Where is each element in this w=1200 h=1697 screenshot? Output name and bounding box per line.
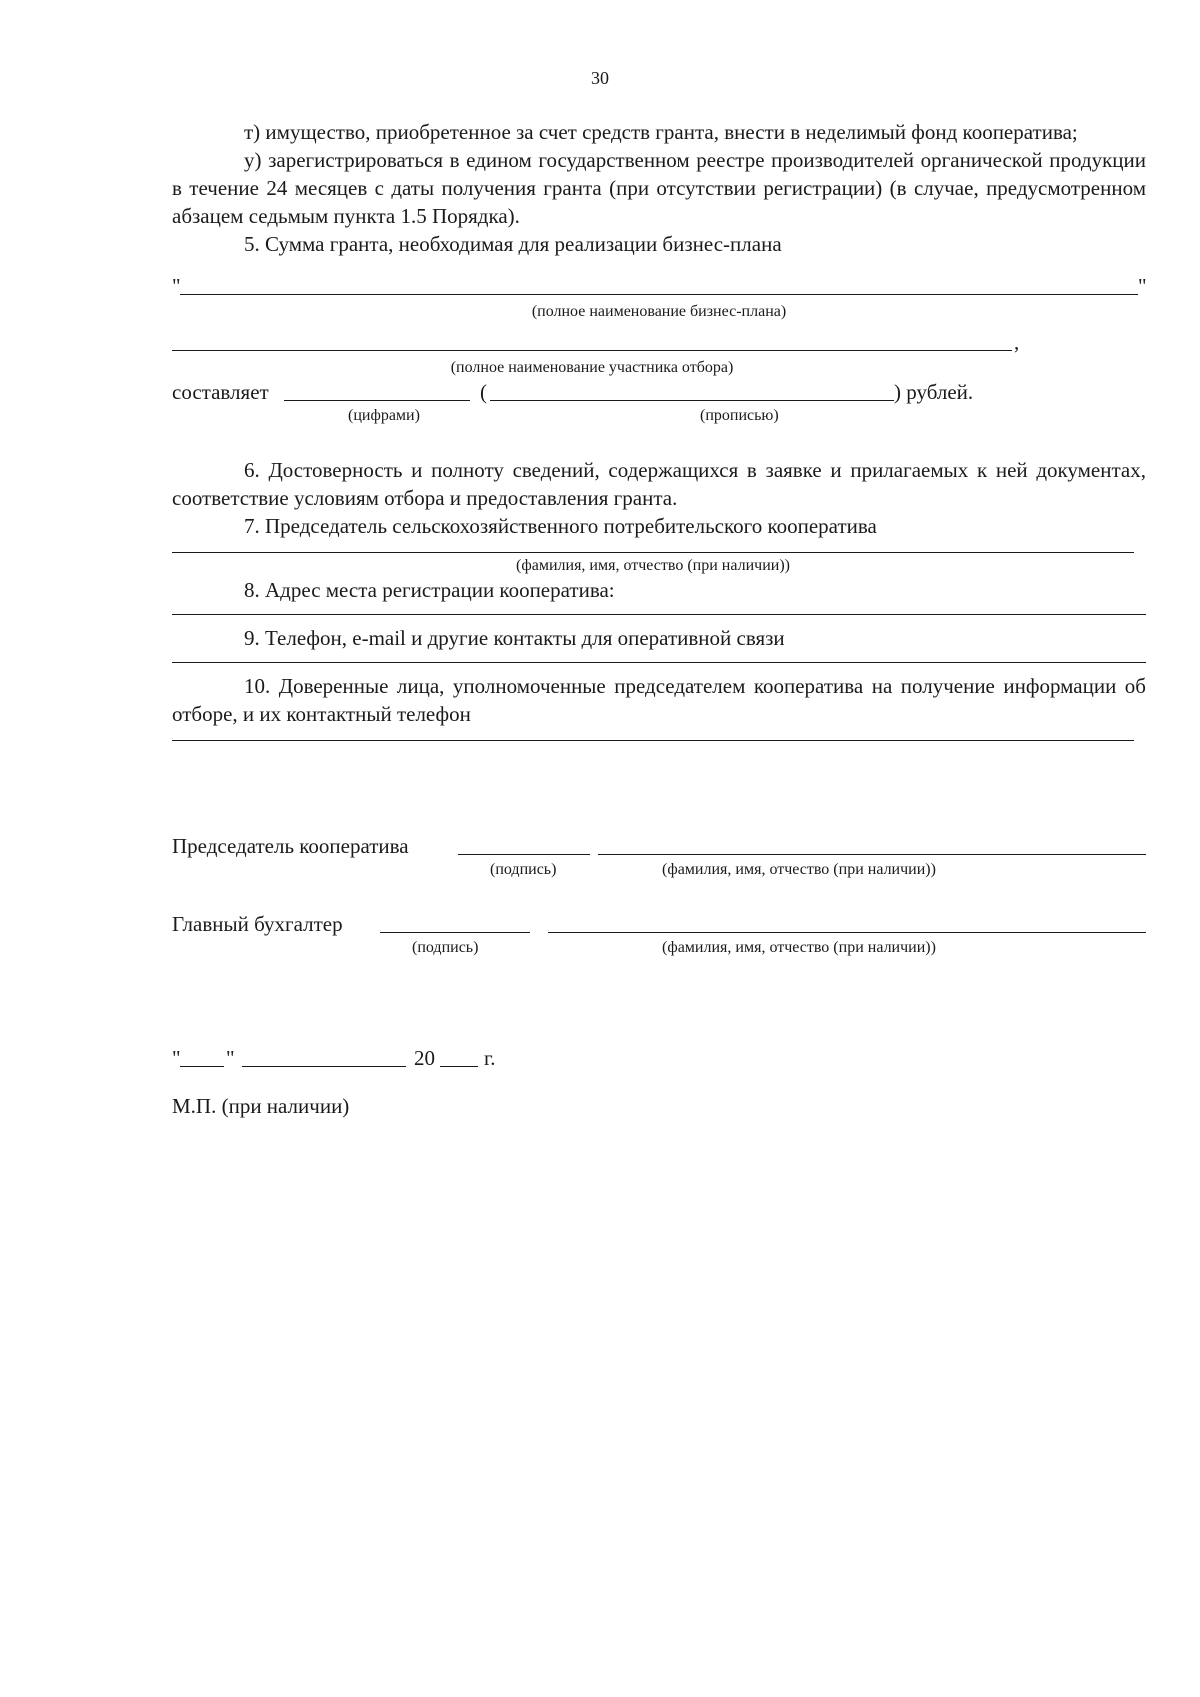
amount-prefix: составляет	[172, 380, 269, 404]
paragraph-9: 9. Телефон, e-mail и другие контакты для оперативной связи	[244, 626, 785, 650]
comma: ,	[1014, 330, 1020, 354]
amount-digits-field[interactable]	[284, 400, 470, 401]
quote-close: "	[1138, 274, 1147, 298]
chairman-label: Председатель кооператива	[172, 834, 409, 858]
paren-open: (	[480, 380, 487, 404]
caption-digits: (цифрами)	[348, 407, 420, 424]
business-plan-name-line[interactable]	[172, 266, 1146, 302]
chairman-name-field[interactable]	[172, 552, 1134, 553]
quote-open: "	[172, 274, 181, 298]
caption-participant: (полное наименование участника отбора)	[450, 359, 734, 376]
contacts-field[interactable]	[172, 662, 1146, 663]
chairman-captions	[172, 860, 1146, 882]
paragraph-10: 10. Доверенные лица, уполномоченные председателем кооператива на получение информации об отборе, и их контактный телефон	[172, 674, 1146, 726]
date-year-prefix: 20	[414, 1046, 435, 1070]
caption-accountant-fio: (фамилия, имя, отчество (при наличии))	[662, 939, 936, 956]
paragraph-8: 8. Адрес места регистрации кооператива:	[244, 578, 615, 602]
paragraph-5: 5. Сумма гранта, необходимая для реализации бизнес-плана	[244, 232, 782, 256]
caption-chairman-signature: (подпись)	[490, 861, 557, 878]
page-number: 30	[591, 68, 609, 88]
stamp-line	[172, 1092, 1146, 1120]
date-day-field[interactable]	[180, 1066, 224, 1067]
document-body	[172, 118, 1146, 1120]
paragraph-u: у) зарегистрироваться в едином государственном реестре производителей органической продукции в течение 24 месяцев с даты получения гранта (при отсутствии регистрации) (в случае, предусмотренном абзацем седьмым пункта 1.5 Порядка).	[172, 148, 1146, 228]
chairman-signature-line	[172, 832, 1146, 860]
stamp-label: М.П. (при наличии)	[172, 1094, 350, 1118]
date-line	[172, 1044, 1146, 1072]
caption-business-plan: (полное наименование бизнес-плана)	[531, 303, 787, 320]
date-quote-close: "	[226, 1046, 235, 1070]
date-month-field[interactable]	[242, 1066, 406, 1067]
amount-captions	[172, 406, 1146, 428]
participant-name-field[interactable]	[172, 350, 1012, 351]
date-year-field[interactable]	[440, 1066, 478, 1067]
chief-accountant-label: Главный бухгалтер	[172, 912, 343, 936]
business-plan-name-field[interactable]	[180, 294, 1138, 295]
address-field[interactable]	[172, 614, 1146, 615]
address-line[interactable]	[172, 604, 1146, 624]
amount-suffix: ) рублей.	[894, 380, 974, 404]
accountant-fio-field[interactable]	[548, 932, 1146, 933]
date-quote-open: "	[172, 1046, 181, 1070]
paragraph-6: 6. Достоверность и полноту сведений, содержащихся в заявке и прилагаемых к ней документах, соответствие условиям отбора и предоставления гранта.	[172, 458, 1146, 510]
caption-chairman-signature-fio: (фамилия, имя, отчество (при наличии))	[662, 861, 936, 878]
chairman-fio-field[interactable]	[598, 854, 1146, 855]
paragraph-7: 7. Председатель сельскохозяйственного потребительского кооператива	[244, 514, 877, 538]
amount-words-field[interactable]	[490, 400, 894, 401]
caption-words: (прописью)	[700, 407, 779, 424]
caption-chairman-fio: (фамилия, имя, отчество (при наличии))	[516, 557, 790, 574]
contacts-line[interactable]	[172, 652, 1146, 672]
date-year-suffix: г.	[484, 1046, 496, 1070]
trusted-persons-line[interactable]	[172, 728, 1146, 748]
chairman-name-line[interactable]	[172, 540, 1146, 556]
paragraph-t: т) имущество, приобретенное за счет средств гранта, внести в неделимый фонд кооператива;	[244, 120, 1078, 144]
accountant-signature-line	[172, 910, 1146, 938]
amount-line	[172, 378, 1146, 406]
participant-name-line[interactable]	[172, 322, 1146, 358]
caption-accountant-signature: (подпись)	[412, 939, 479, 956]
accountant-signature-field[interactable]	[380, 932, 530, 933]
accountant-captions	[172, 938, 1146, 960]
trusted-persons-field[interactable]	[172, 740, 1134, 741]
chairman-signature-field[interactable]	[458, 854, 590, 855]
